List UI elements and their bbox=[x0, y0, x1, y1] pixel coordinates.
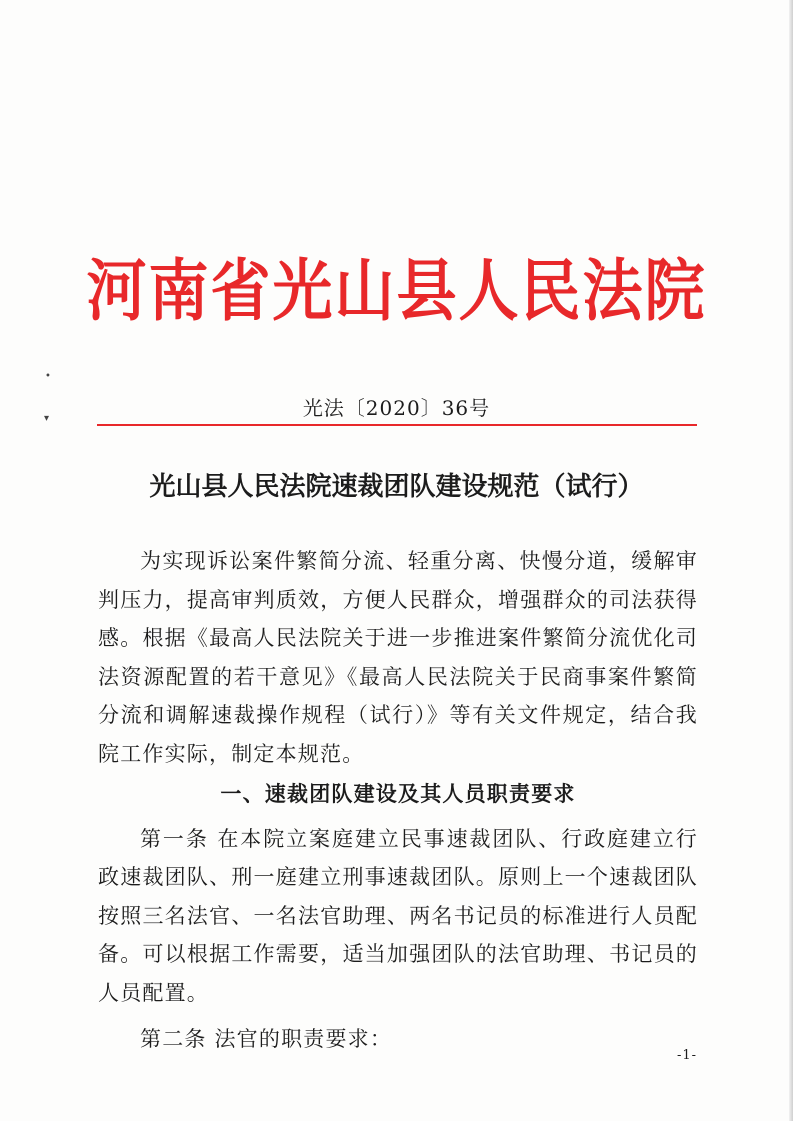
intro-paragraph: 为实现诉讼案件繁简分流、轻重分离、快慢分道，缓解审判压力，提高审判质效，方便人民群众，增强群众的司法获得感。根据《最高人民法院关于进一步推进案件繁简分流优化司法资源配置的若干意见》《最高人民法院关于民商事案件繁简分流和调解速裁操作规程（试行）》等有关文件规定，结合我院工作实际，制定本规范。 bbox=[98, 549, 698, 766]
article-1: 第一条 在本院立案庭建立民事速裁团队、行政庭建立行政速裁团队、刑一庭建立刑事速裁团队。原则上一个速裁团队按照三名法官、一名法官助理、两名书记员的标准进行人员配备。可以根据工作需要，适当加强团队的法官助理、书记员的人员配置。 bbox=[98, 826, 698, 1005]
document-body bbox=[98, 542, 698, 1059]
scan-edge bbox=[789, 0, 793, 1121]
document-number: 光法〔2020〕36号 bbox=[302, 396, 491, 420]
court-name-header: 河南省光山县人民法院 bbox=[86, 252, 707, 331]
document-title: 光山县人民法院速裁团队建设规范（试行） bbox=[149, 472, 644, 502]
page-number: -1- bbox=[676, 1048, 697, 1063]
red-divider-line bbox=[97, 424, 697, 426]
section-heading: 一、速裁团队建设及其人员职责要求 bbox=[220, 782, 576, 806]
article-2: 第二条 法官的职责要求： bbox=[140, 1027, 393, 1051]
scan-speck: • bbox=[45, 371, 51, 382]
scan-speck: ▾ bbox=[44, 413, 50, 424]
